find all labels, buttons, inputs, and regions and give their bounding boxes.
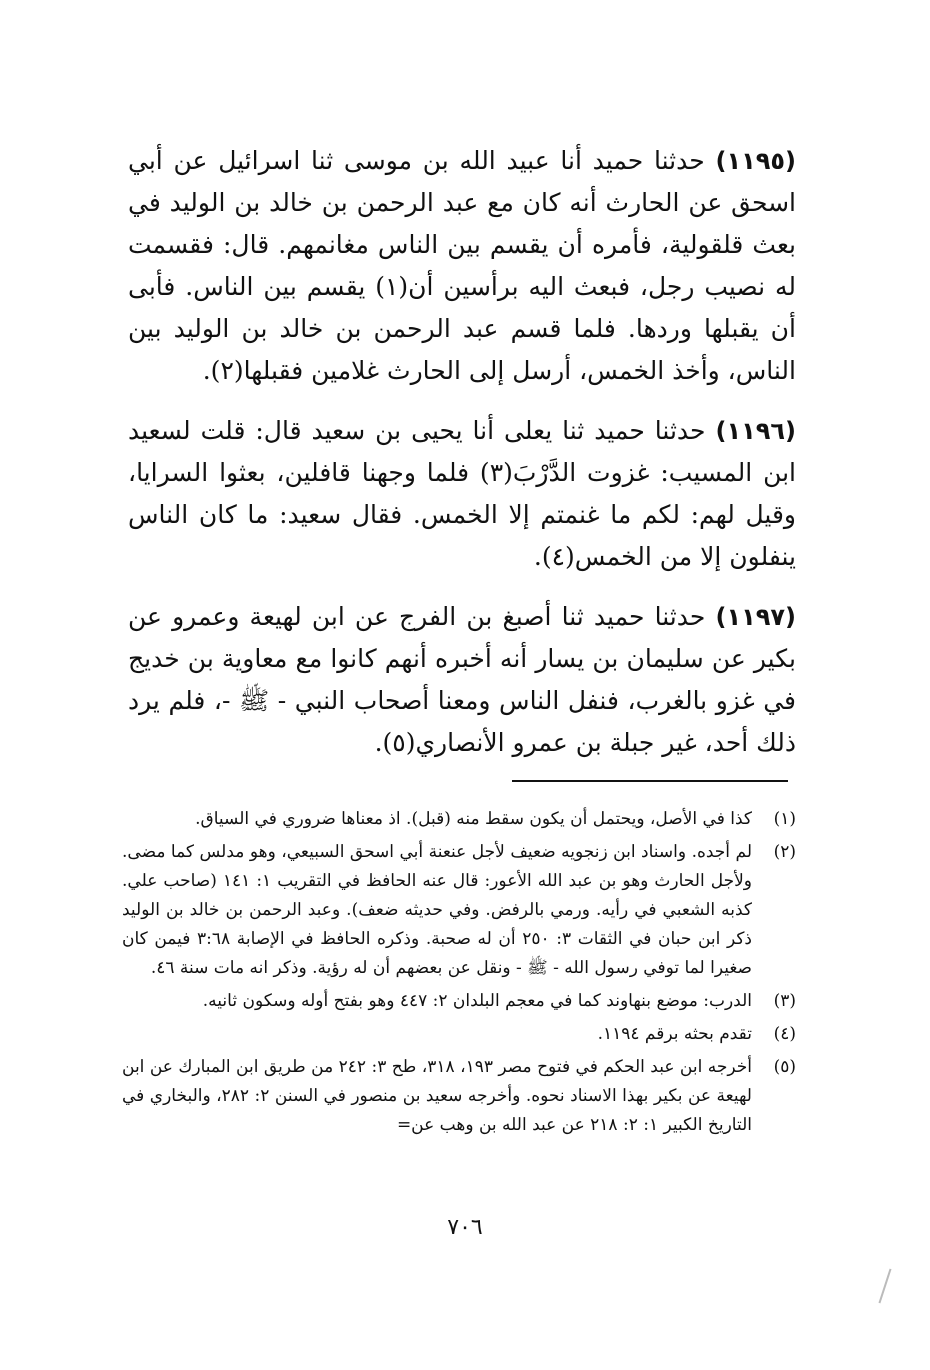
footnote-text: أخرجه ابن عبد الحكم في فتوح مصر ١٩٣، ٣١٨، طح ٣: ٢٤٢ من طريق ابن المبارك عن ابن لهيعة عن بكير بهذا الاسناد نحوه. وأخرجه سعيد بن منصور في السنن ٢: ٢٨٢، والبخاري في التاريخ الكبير ١: ٢: ٢١٨ عن عبد الله بن وهب عن= — [122, 1057, 752, 1135]
footnote-label: (٣) — [773, 991, 796, 1011]
hadith-1195 — [128, 140, 796, 392]
footnote-3 — [122, 987, 796, 1016]
footnote-divider — [512, 780, 788, 782]
footnote-text: كذا في الأصل، ويحتمل أن يكون سقط منه (قبل). اذ معناها ضروري في السياق. — [195, 809, 752, 829]
footnote-label: (٥) — [773, 1057, 796, 1077]
footnote-5 — [122, 1053, 796, 1140]
footnotes — [122, 805, 796, 1144]
footnote-4 — [122, 1020, 796, 1049]
hadith-text: حدثنا حميد ثنا أصبغ بن الفرج عن ابن لهيعة وعمرو عن بكير عن سليمان بن يسار أنه أخبره أنهم كانوا مع معاوية بن خديج في غزو بالغرب، فنفل الناس ومعنا أصحاب النبي - ﷺ -، فلم يرد ذلك أحد، غير جبلة بن عمرو الأنصاري(٥). — [128, 602, 796, 757]
hadith-number: (١١٩٥) — [715, 147, 796, 175]
hadith-text: حدثنا حميد ثنا يعلى أنا يحيى بن سعيد قال: قلت لسعيد ابن المسيب: غزوت الدَّرْبَ(٣) فلما وجهنا قافلين، بعثوا السرايا، وقيل لهم: لكم ما غنمتم إلا الخمس. فقال سعيد: ما كان الناس ينفلون إلا من الخمس(٤). — [128, 416, 796, 571]
footnote-label: (١) — [773, 809, 796, 829]
hadith-number: (١١٩٦) — [715, 417, 796, 445]
footnote-1 — [122, 805, 796, 834]
scan-mark — [878, 1269, 891, 1304]
hadith-number: (١١٩٧) — [715, 603, 796, 631]
footnote-text: تقدم بحثه برقم ١١٩٤. — [597, 1024, 752, 1044]
hadith-text: حدثنا حميد أنا عبيد الله بن موسى ثنا اسرائيل عن أبي اسحق عن الحارث أنه كان مع عبد الرحمن بن خالد بن الوليد في بعث قلقولية، فأمره أن يقسم بين الناس مغانمهم. قال: فقسمت له نصيب رجل، فبعث اليه برأسين أن(١) يقسم بين الناس. فأبى أن يقبلها وردها. فلما قسم عبد الرحمن بن خالد بن الوليد بين الناس، وأخذ الخمس، أرسل إلى الحارث غلامين فقبلها(٢). — [128, 146, 796, 385]
hadith-1196 — [128, 410, 796, 578]
footnote-2 — [122, 838, 796, 983]
footnote-text: الدرب: موضع بنهاوند كما في معجم البلدان ٢: ٤٤٧ وهو بفتح أوله وسكون ثانيه. — [202, 991, 752, 1011]
page-number: ٧٠٦ — [447, 1215, 483, 1240]
hadith-1197 — [128, 596, 796, 764]
footnote-label: (٤) — [773, 1024, 796, 1044]
footnote-label: (٢) — [773, 842, 796, 862]
footnote-text: لم أجده. واسناد ابن زنجويه ضعيف لأجل عنعنة أبي اسحق السبيعي، وهو مدلس كما مضى. ولأجل الحارث وهو بن عبد الله الأعور: قال عنه الحافظ في التقريب ١: ١٤١ (صاحب علي. كذبه الشعبي في رأيه. ورمي بالرفض. وفي حديثه ضعف). وعبد الرحمن بن خالد بن الوليد ذكر ابن حبان في الثقات ٣: ٢٥٠ أن له صحبة. وذكره الحافظ في الإصابة ٣:٦٨ فيمن كان صغيرا لما توفي رسول الله - ﷺ - ونقل عن بعضهم أن له رؤية. وذكر انه مات سنة ٤٦. — [122, 842, 752, 978]
